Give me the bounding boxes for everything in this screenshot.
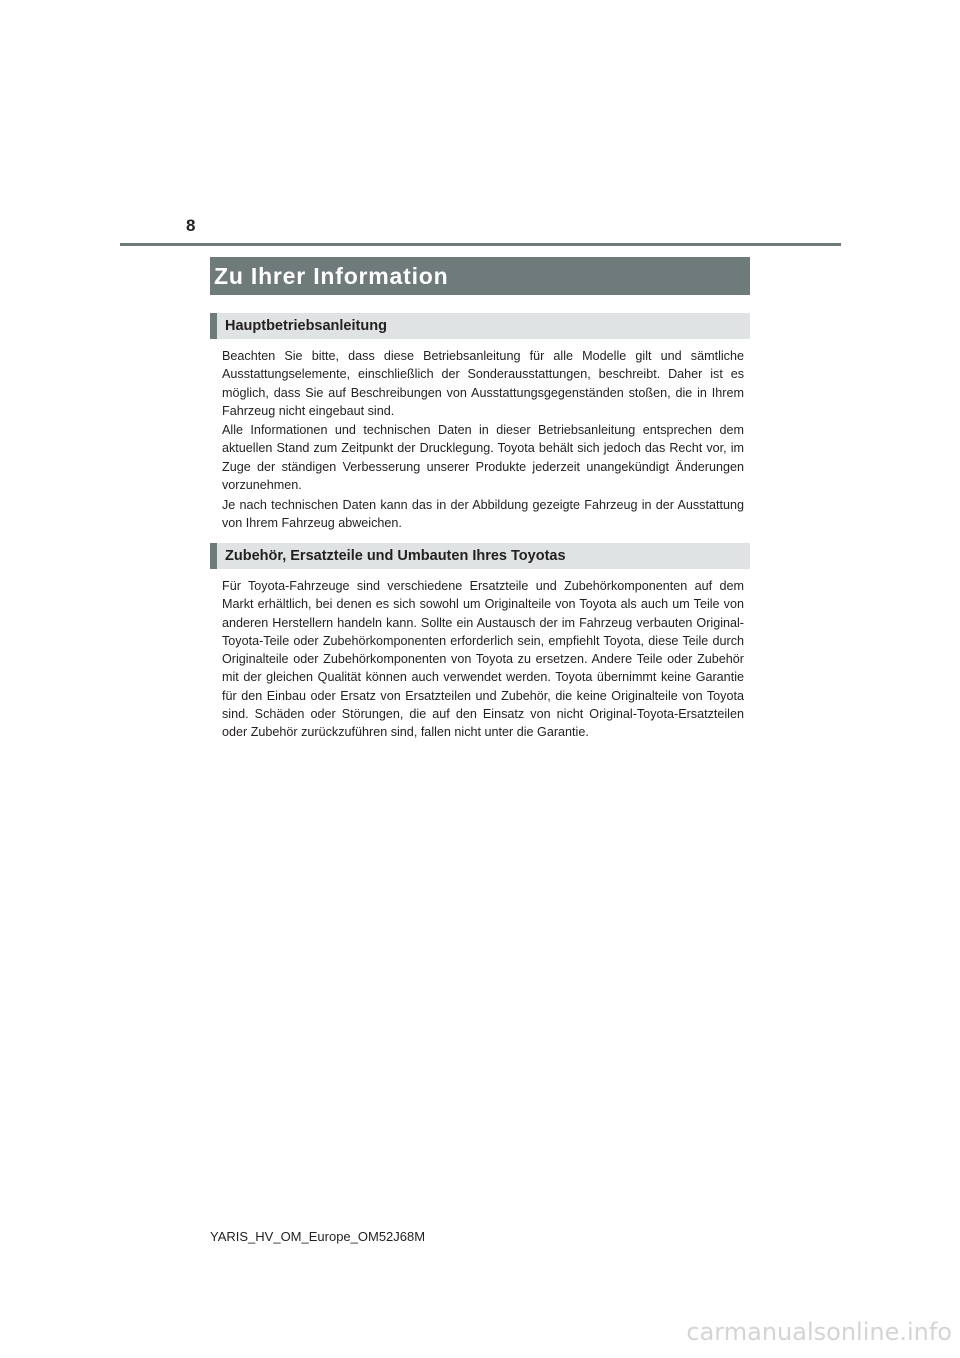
watermark: carmanualsonline.info — [686, 1318, 952, 1346]
page-title-bar — [210, 257, 750, 295]
paragraph: Beachten Sie bitte, dass diese Betriebsanleitung für alle Modelle gilt und sämtliche Ausstattungselemente, einschließlich der Sonderausstattungen, beschreibt. Daher ist es möglich, dass Sie auf Beschreibungen von Ausstattungsgegenständen stoßen, die in Ihrem Fahrzeug nicht eingebaut sind. — [222, 349, 744, 418]
paragraph: Für Toyota-Fahrzeuge sind verschiedene Ersatzteile und Zubehörkomponenten auf dem Markt erhältlich, bei denen es sich sowohl um Originalteile von Toyota als auch um Teile von anderen Herstellern handeln kann. Sollte ein Austausch der im Fahrzeug verbauten Original-Toyota-Teile oder Zubehörkomponenten erforderlich sein, empfiehlt Toyota, diese Teile durch Originalteile oder Zubehörkomponenten von Toyota zu ersetzen. Andere Teile oder Zubehör mit der gleichen Qualität können auch verwendet werden. Toyota übernimmt keine Garantie für den Einbau oder Ersatz von Ersatzteilen und Zubehör, die keine Originalteile von Toyota sind. Schäden oder Störungen, die auf den Einsatz von nicht Original-Toyota-Ersatzteilen oder Zubehör zurückzuführen sind, fallen nicht unter die Garantie. — [222, 579, 744, 740]
page-number: 8 — [186, 216, 196, 235]
section-heading-bar-accessories — [210, 543, 750, 569]
section-heading: Hauptbetriebsanleitung — [225, 318, 387, 334]
paragraph: Alle Informationen und technischen Daten in dieser Betriebsanleitung entsprechen dem aktuellen Stand zum Zeitpunkt der Drucklegung. Toyota behält sich jedoch das Recht vor, im Zuge der ständigen Verbesserung unserer Produkte jederzeit unangekündigt Änderungen vorzunehmen. — [222, 423, 744, 492]
section-heading-bar-main-manual — [210, 313, 750, 339]
paragraph: Je nach technischen Daten kann das in der Abbildung gezeigte Fahrzeug in der Ausstattung von Ihrem Fahrzeug abweichen. — [222, 498, 744, 531]
page-title: Zu Ihrer Information — [214, 263, 449, 289]
header-rule — [120, 243, 841, 246]
section-heading: Zubehör, Ersatzteile und Umbauten Ihres Toyotas — [225, 548, 566, 564]
document-footer-code: YARIS_HV_OM_Europe_OM52J68M — [210, 1229, 426, 1244]
